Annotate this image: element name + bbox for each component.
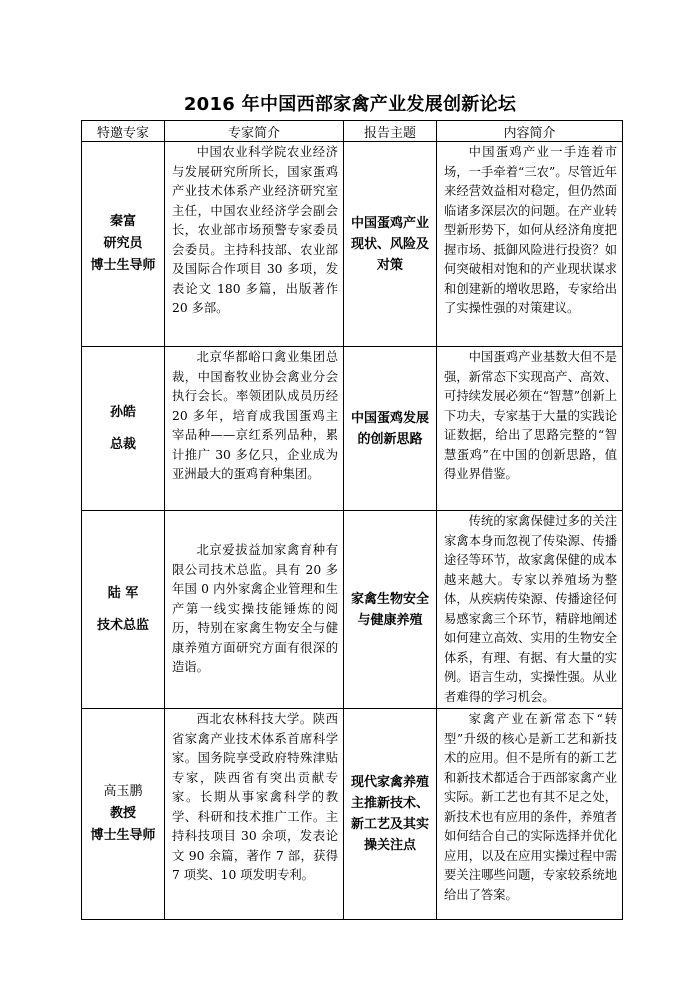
expert-intro-cell xyxy=(165,511,344,709)
expert-intro-cell xyxy=(165,347,344,511)
expert-name: 陆 军 xyxy=(107,585,139,601)
expert-intro-text: 北京爱拔益加家禽育种有限公司技术总监。具有 20 多年国 0 内外家禽企业管理和生产第一线实操技能锤炼的阅历，特别在家禽生物安全与健康养殖方面研究方面有很深的造诣。 xyxy=(172,543,338,675)
header-topic: 报告主题 xyxy=(344,121,437,142)
expert-intro-text: 北京华都峪口禽业集团总裁，中国畜牧业协会禽业分会执行会长。率领团队成员历经 20 多年，培育成我国蛋鸡主宰品种——京红系列品种，累计推广 30 多亿只，企业成为亚洲最大的蛋鸡育种集团。 xyxy=(172,350,338,481)
expert-cell xyxy=(82,511,165,709)
expert-title: 教授 xyxy=(109,806,136,821)
report-topic: 现代家禽养殖主推新技术、新工艺及其实操关注点 xyxy=(344,709,437,920)
expert-intro-cell xyxy=(165,709,344,920)
expert-title: 技术总监 xyxy=(96,617,149,633)
expert-title: 总裁 xyxy=(109,436,136,452)
expert-intro-text: 中国农业科学院农业经济与发展研究所所长，国家蛋鸡产业技术体系产业经济研究室主任，中国农业经济学会副会长，农业部市场预警专家委员会委员。主持科技部、农业部及国际合作项目 30 多项，发表论文 180 多篇，出版著作 20 多部。 xyxy=(172,145,338,315)
content-cell xyxy=(437,709,623,920)
expert-intro-cell xyxy=(165,142,344,347)
page-title: 2016 年中国西部家禽产业发展创新论坛 xyxy=(183,94,517,115)
table-row xyxy=(82,511,623,709)
content-cell xyxy=(437,142,623,347)
expert-name: 高玉鹏 xyxy=(103,784,143,799)
content-cell xyxy=(437,511,623,709)
expert-cell xyxy=(82,142,165,347)
report-topic: 中国蛋鸡发展的创新思路 xyxy=(344,347,437,511)
table-row xyxy=(82,347,623,511)
table-header-row xyxy=(82,121,623,142)
expert-intro-text: 西北农林科技大学。陕西省家禽产业技术体系首席科学家。国务院享受政府特殊津贴专家，陕西省有突出贡献专家。长期从事家禽科学的教学、科研和技术推广工作。主持科技项目 30 余项，发表论文 90 余篇，著作 7 部，获得 7 项奖、10 项发明专利。 xyxy=(172,712,338,882)
content-text: 中国蛋鸡产业基数大但不是强，新常态下实现高产、高效、可持续发展必须在“智慧”创新上下功夫，专家基于大量的实践论证数据，给出了思路完整的“智慧蛋鸡”在中国的创新思路，值得业界借鉴。 xyxy=(444,350,617,481)
content-cell xyxy=(437,347,623,511)
table-row xyxy=(82,709,623,920)
expert-title-2: 博士生导师 xyxy=(90,258,156,273)
content-text: 家禽产业在新常态下“转型”升级的核心是新工艺和新技术的应用。但不是所有的新工艺和新技术都适合于西部家禽产业实际。新工艺也有其不足之处，新技术也有应用的条件，养殖者如何结合自己的实际选择并优化应用，以及在应用实操过程中需要关注哪些问题，专家较系统地给出了答案。 xyxy=(444,712,617,902)
table-row xyxy=(82,142,623,347)
content-text: 传统的家禽保健过多的关注家禽本身而忽视了传染源、传播途径等环节，故家禽保健的成本越来越大。专家以养殖场为整体，从疾病传染源、传播途径何易感家禽三个环节，精辟地阐述如何建立高效、实用的生物安全体系，有理、有据、有大量的实例。语言生动，实操性强。从业者难得的学习机会。 xyxy=(444,514,617,704)
header-intro: 专家简介 xyxy=(165,121,344,142)
forum-table xyxy=(81,120,623,920)
expert-cell xyxy=(82,347,165,511)
content-text: 中国蛋鸡产业一手连着市场，一手牵着“三农”。尽管近年来经营效益相对稳定，但仍然面临诸多深层次的问题。在产业转型新形势下，如何从经济角度把握市场、抵御风险进行投资？如何突破相对饱和的产业现状谋求和创建新的增收思路，专家给出了实操性强的对策建议。 xyxy=(444,145,617,315)
report-topic: 中国蛋鸡产业现状、风险及对策 xyxy=(344,142,437,347)
header-expert: 特邀专家 xyxy=(82,121,165,142)
report-topic: 家禽生物安全与健康养殖 xyxy=(344,511,437,709)
expert-cell xyxy=(82,709,165,920)
header-content: 内容简介 xyxy=(437,121,623,142)
expert-name: 孙皓 xyxy=(109,404,136,420)
expert-title-2: 博士生导师 xyxy=(90,828,156,843)
expert-name: 秦富 xyxy=(109,214,136,229)
expert-title: 研究员 xyxy=(103,236,143,251)
